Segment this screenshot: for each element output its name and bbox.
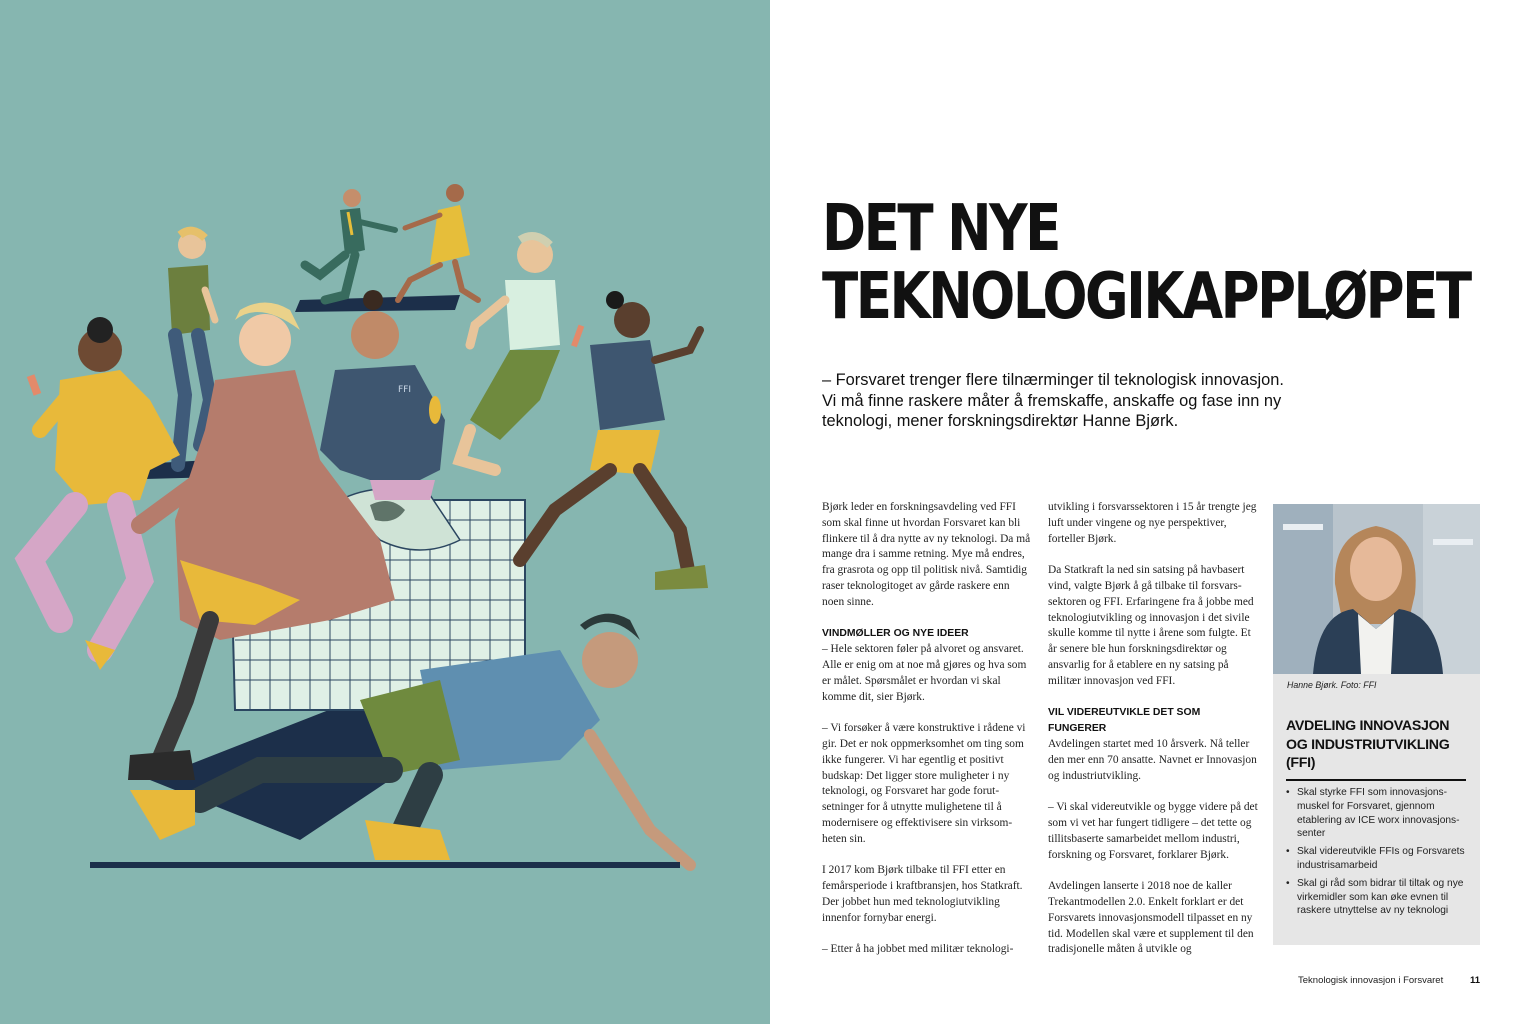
bullet-icon: •: [1286, 846, 1290, 858]
paragraph: Avdelingen startet med 10 årsverk. Nå teller den mer enn 70 ansatte. Navnet er Innovasjon og industriutvikling.: [1048, 737, 1257, 782]
page-number: 11: [1470, 975, 1481, 986]
portrait-photo: [1273, 504, 1480, 674]
paragraph: Da Statkraft la ned sin satsing på havbasert vind, valgte Bjørk å gå tilbake til forsvarssektoren og FFI. Erfaringene fra å jobbe med teknologiutvikling og innovasjon i det sivile skulle komme til nytte i årene som fulgte. Et år senere ble hun forskningsdirektør og ansvarlig for å etablere en ny satsing på militær innovasjon ved FFI.: [1048, 564, 1254, 687]
section-heading: VIL VIDEREUTVIKLE DET SOM FUNGERER: [1048, 707, 1201, 735]
paragraph: – Etter å ha jobbet med militær teknologi-: [822, 943, 1014, 956]
headline-line-2: TEKNOLOGIKAPPLØPET: [822, 260, 1470, 334]
body-column-1: [822, 500, 1032, 974]
list-item: [1286, 786, 1471, 841]
paragraph: – Vi forsøker å være konstruktive i rådene vi gir. Det er nok oppmerksomhet om ting som ikke fungerer. Vi har egentlig et positivt budskap: Det ligger store muligheter i ny teknologi, og Forsvaret har gode forutsetninger for å utnytte mulighetene til å modernisere og effektivisere sin virksomheten sin.: [822, 722, 1026, 845]
list-item-text: Skal styrke FFI som innovasjonsmuskel for Forsvaret, gjennom etablering av ICE worx innovasjonssenter: [1297, 787, 1460, 840]
paragraph: – Hele sektoren føler på alvoret og ansvaret. Alle er enig om at noe må gjøres og hva som er målet. Spørsmålet er hvordan vi skal komme dit, sier Bjørk.: [822, 643, 1027, 703]
headline-line-1: DET NYE: [822, 192, 1059, 266]
paragraph: Bjørk leder en forskningsavdeling ved FFI som skal finne ut hvordan Forsvaret kan bli flinkere til å dra nytte av ny teknologi. Da må mange dra i samme retning. Mye må endres, fra grasrota og opp til politisk nivå. Samtidig raser teknologitoget av gårde raskere enn noen sinne.: [822, 501, 1031, 608]
fact-box-title: AVDELING INNOVASJON OG INDUSTRIUTVIKLING (FFI): [1286, 717, 1466, 781]
bullet-icon: •: [1286, 877, 1290, 889]
bullet-icon: •: [1286, 787, 1290, 798]
list-item: [1286, 877, 1471, 918]
running-footer: Teknologisk innovasjon i Forsvaret: [1298, 975, 1444, 986]
list-item-text: Skal videreutvikle FFIs og Forsvarets industrisamarbeid: [1297, 846, 1465, 871]
runner-white-shirt: [460, 236, 584, 470]
paragraph: – Vi skal videreutvikle og bygge videre på det som vi vet har fungert tidligere – det tette og tillitsbaserte samarbeidet mellom industri, forskning og Forsvaret, forklarer Bjørk.: [1048, 801, 1258, 861]
fact-box: [1273, 674, 1480, 945]
paragraph: Avdelingen lanserte i 2018 noe de kaller Trekantmodellen 2.0. Enkelt forklart er det Forsvarets innovasjonsmodell tilpasset en ny tid. Modellen skal være et supplement til den tradisjonelle måten å utvikle og: [1048, 880, 1254, 956]
article-lead: – Forsvaret trenger flere tilnærminger til teknologisk innovasjon. Vi må finne raskere måter å fremskaffe, anskaffe og fase inn ny teknologi, mener forskningsdirektør Hanne Bjørk.: [822, 371, 1284, 430]
list-item-text: Skal gi råd som bidrar til tiltak og nye virkemidler som kan øke evnen til raskere utnyttelse av ny teknologi: [1297, 877, 1464, 917]
section-heading: VINDMØLLER OG NYE IDEER: [822, 628, 969, 640]
fact-box-list: [1286, 786, 1471, 922]
jacket-ffi-badge: FFI: [398, 385, 412, 395]
list-item: [1286, 845, 1471, 873]
runner-yellow-jacket: [27, 317, 180, 670]
runner-man-top: [305, 189, 395, 300]
paragraph: utvikling i forsvarssektoren i 15 år trengte jeg luft under vingene og nye perspektiver, forteller Bjørk.: [1048, 501, 1257, 545]
photo-caption: Hanne Bjørk. Foto: FFI: [1287, 680, 1377, 690]
runner-woman-top: [398, 184, 478, 300]
person-ffi-jacket: [320, 290, 445, 500]
body-column-2: [1048, 500, 1258, 974]
article-page: [770, 0, 1536, 1024]
article-headline: [822, 192, 1470, 334]
paragraph: I 2017 kom Bjørk tilbake til FFI etter en femårsperiode i kraftbransjen, hos Statkraft. Der jobbet hun med teknologiutvikling innenfor fornybar energi.: [822, 864, 1023, 924]
